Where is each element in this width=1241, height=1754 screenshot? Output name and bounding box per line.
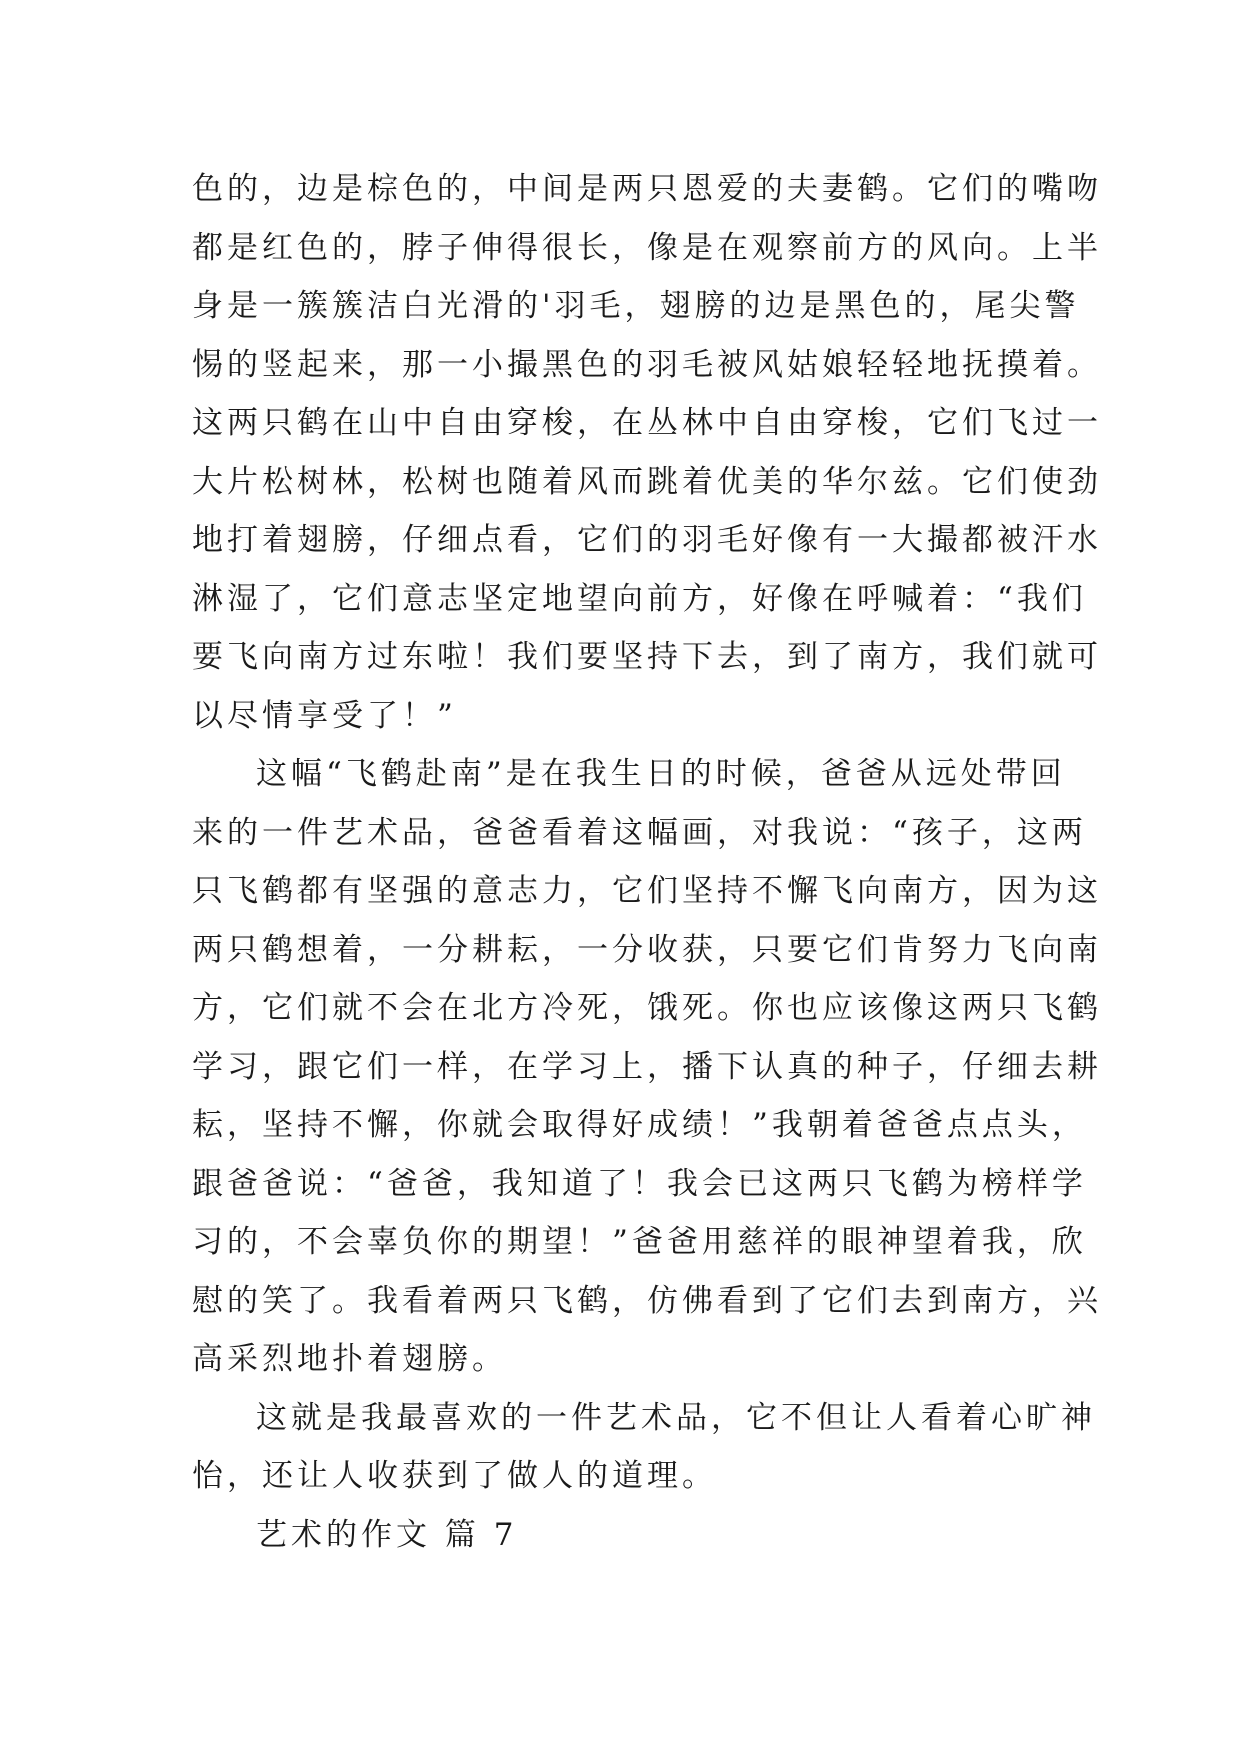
text-line: 惕的竖起来，那一小撮黑色的羽毛被风姑娘轻轻地抚摸着。	[192, 346, 1102, 383]
text-line: 以尽情享受了！”	[192, 697, 457, 734]
text-line: 高采烈地扑着翅膀。	[192, 1341, 507, 1377]
text-line: 跟爸爸说：“爸爸，我知道了！我会已这两只飞鹤为榜样学	[192, 1165, 1087, 1202]
text-line: 地打着翅膀，仔细点看，它们的羽毛好像有一大撮都被汗水	[192, 522, 1102, 558]
text-line: 大片松树林，松树也随着风而跳着优美的华尔兹。它们使劲	[192, 463, 1102, 500]
text-line: 耘，坚持不懈，你就会取得好成绩！”我朝着爸爸点点头，	[192, 1107, 1087, 1143]
text-line: 这两只鹤在山中自由穿梭，在丛林中自由穿梭，它们飞过一	[192, 405, 1102, 441]
text-line: 只飞鹤都有坚强的意志力，它们坚持不懈飞向南方，因为这	[192, 873, 1102, 909]
text-line: 都是红色的，脖子伸得很长，像是在观察前方的风向。上半	[192, 229, 1102, 266]
text-line: 色的，边是棕色的，中间是两只恩爱的夫妻鹤。它们的嘴吻	[192, 171, 1102, 207]
text-line: 方，它们就不会在北方冷死，饿死。你也应该像这两只飞鹤	[192, 990, 1102, 1026]
text-line: 淋湿了，它们意志坚定地望向前方，好像在呼喊着：“我们	[192, 580, 1087, 617]
paragraph-start-line: 这幅“飞鹤赴南”是在我生日的时候，爸爸从远处带回	[256, 756, 1066, 792]
text-line: 要飞向南方过东啦！我们要坚持下去，到了南方，我们就可	[192, 639, 1102, 675]
paragraph-start-line: 这就是我最喜欢的一件艺术品，它不但让人看着心旷神	[256, 1399, 1096, 1436]
text-line: 来的一件艺术品，爸爸看着这幅画，对我说：“孩子，这两	[192, 814, 1087, 851]
document-body	[192, 160, 1102, 1564]
text-line: 怡，还让人收获到了做人的道理。	[192, 1458, 717, 1494]
text-line: 学习，跟它们一样，在学习上，播下认真的种子，仔细去耕	[192, 1048, 1102, 1085]
text-line: 身是一簇簇洁白光滑的'羽毛，翅膀的边是黑色的，尾尖警	[192, 288, 1080, 324]
section-heading: 艺术的作文 篇 7	[256, 1516, 518, 1553]
text-line: 两只鹤想着，一分耕耘，一分收获，只要它们肯努力飞向南	[192, 931, 1102, 968]
text-line: 慰的笑了。我看着两只飞鹤，仿佛看到了它们去到南方，兴	[192, 1282, 1102, 1319]
text-line: 习的，不会辜负你的期望！”爸爸用慈祥的眼神望着我，欣	[192, 1224, 1087, 1260]
